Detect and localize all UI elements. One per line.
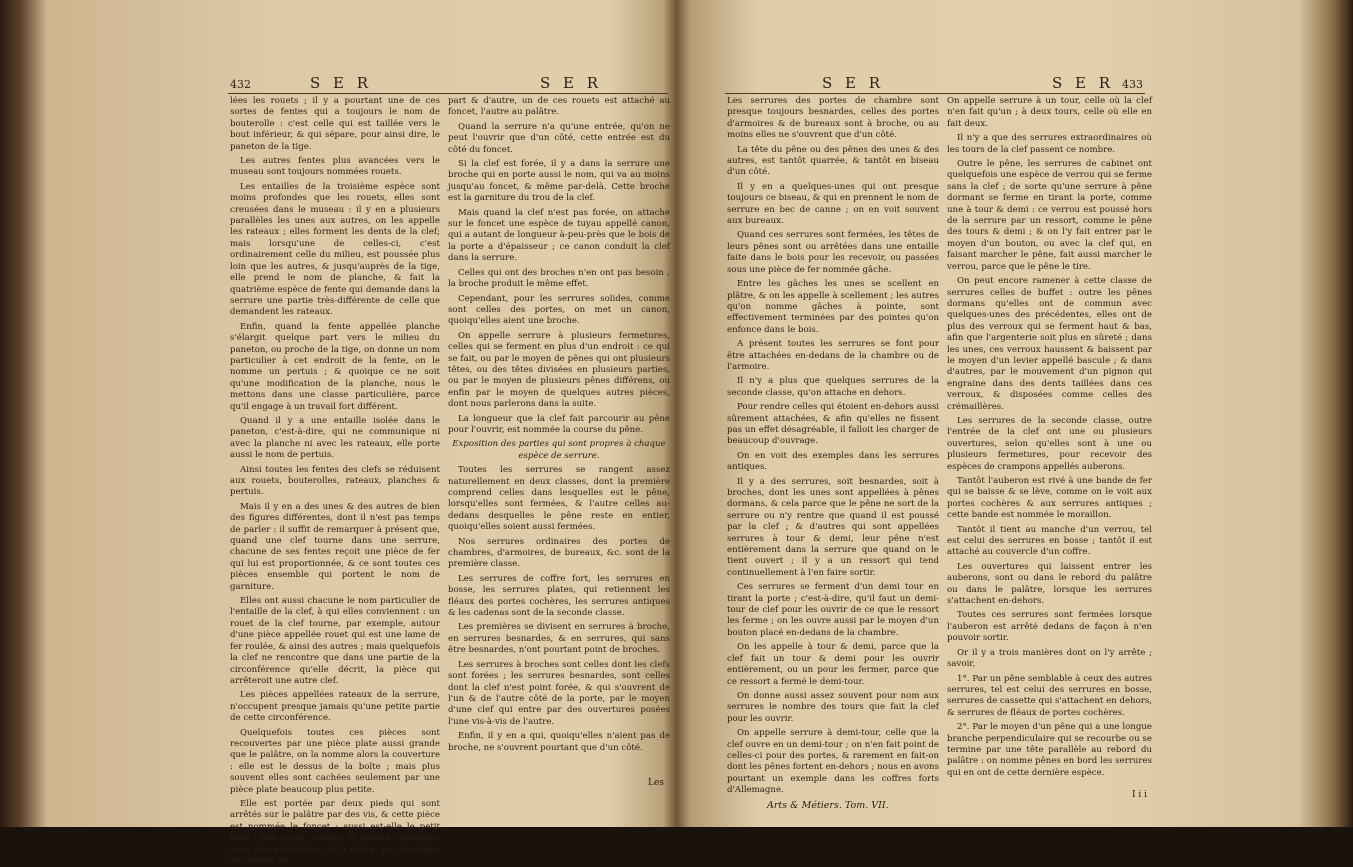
paragraph: Tantôt il tient au manche d'un verrou, tel est celui des serrures en bosse ; tantôt il est attaché au couvercle d'un coffre. [947, 524, 1152, 558]
paragraph: Il n'y a que des serrures extraordinaires où les tours de la clef passent ce nombre. [947, 133, 1152, 155]
paragraph: On appelle serrure à plusieurs fermetures, celles qui se ferment en plus d'un endroit : ce qui se fait, ou par le moyen de pênes qui ont plusieurs têtes, ou des têtes divisées en plusieurs parties, ou par le moyen de plusieurs pênes différens, ou enfin par le moyen de quelques autres pièces, dont nous parlerons dans la suite. [448, 330, 670, 410]
paragraph: A présent toutes les serrures se font pour être attachées en-dedans de la chambre ou de l'armoire. [727, 339, 939, 372]
paragraph: Nos serrures ordinaires des portes de chambres, d'armoires, de bureaux, &c. sont de la première classe. [448, 536, 670, 570]
paragraph: La longueur que la clef fait parcourir au pêne pour l'ouvrir, est nommée la course du pêne. [448, 413, 670, 435]
paragraph: Il y a des serrures, soit besnardes, soit à broches, dont les unes sont appellées à pênes dormans, & cela parce que le pêne ne sort de la serrure ou n'y rentre que quand il est poussé par la clef ; & d'autres qui sont appellées serrures à tour & demi, leur pêne n'est entièrement dans la serrure que quand on le tient ouvert ; il y a un ressort qui tend continuellement à l'en faire sortir. [727, 476, 939, 578]
paragraph: Pour rendre celles qui étoient en-dehors aussi sûrement attachées, & afin qu'elles ne fissent pas un effet désagréable, il falloit les charger de beaucoup d'ouvrage. [727, 402, 939, 447]
paragraph: Les serrures des portes de chambre sont presque toujours besnardes, celles des portes d'armoires & de bureaux sont à broche, ou au moins elles ne s'ouvrent que d'un côté. [727, 96, 939, 141]
paragraph: Les serrures de la seconde classe, outre l'entrée de la clef ont une ou plusieurs ouvertures, selon qu'elles sont à une ou plusieurs fermetures, pour recevoir des espèces de crampons appellés auberons. [947, 415, 1152, 472]
paragraph: part & d'autre, un de ces rouets est attaché au foncet, l'autre au palâtre. [448, 96, 670, 118]
running-head: S E R [540, 74, 603, 92]
paragraph: Les pièces appellées rateaux de la serrure, n'occupent presque jamais qu'une petite partie de cette circonférence. [230, 690, 440, 724]
paragraph: On peut encore ramener à cette classe de serrures celles de buffet : outre les pênes dormans qu'elles ont de commun avec quelques-unes des précédentes, elles ont de plus des verroux qui se ferment haut & bas, afin que l'argenterie soit plus en sûreté ; dans les unes, ces verroux haussent & baissent par le moyen d'un levier appellé bascule ; & dans d'autres, par le mouvement d'un pignon qui engraine dans des dents taillées dans ces verroux, & disposées comme celles des crémaillères. [947, 276, 1152, 412]
paragraph: Toutes les serrures se rangent assez naturellement en deux classes, dont la première comprend celles dans lesquelles est le pêne, lorsqu'elles sont fermées, & l'autre celles au-dedans desquelles le pêne reste en entier, quoiqu'elles soient aussi fermées. [448, 465, 670, 533]
paragraph: Or il y a trois manières dont on l'y arrête ; savoir, [947, 647, 1152, 670]
paragraph: Entre les gâches les unes se scellent en plâtre, & on les appelle à scellement ; les autres qu'on nomme gâches à pointe, sont effectivement terminées par des pointes qu'on enfonce dans le bois. [727, 279, 939, 335]
section-title: Exposition des parties qui sont propres à chaque espèce de serrure. [452, 439, 666, 461]
paragraph: Celles qui ont des broches n'en ont pas besoin ; la broche produit le même effet. [448, 267, 670, 290]
right-page [677, 0, 1353, 827]
paragraph: lées les rouets ; il y a pourtant une de ces sortes de fentes qui a toujours le nom de bouterolle : c'est celle qui est taillée vers le bout inférieur, & qui sépare, pour ainsi dire, le paneton de la tige. [230, 96, 440, 152]
paragraph: Si la clef est forée, il y a dans la serrure une broche qui en porte aussi le nom, qui va au moins jusqu'au foncet, & même par-delà. Cette broche est la garniture du trou de la clef. [448, 159, 670, 204]
paragraph: Les autres fentes plus avancées vers le museau sont toujours nommées rouets. [230, 156, 440, 178]
header-rule [228, 93, 668, 94]
paragraph: Cependant, pour les serrures solides, comme sont celles des portes, on met un canon, quoiqu'elles aient une broche. [448, 293, 670, 327]
paragraph: Les serrures de coffre fort, les serrures en bosse, les serrures plates, qui retiennent les fléaux des portes cochères, les serrures antiques & les cadenas sont de la seconde classe. [448, 573, 670, 619]
text-column [448, 96, 670, 776]
paragraph: Enfin, quand la fente appellée planche s'élargit quelque part vers le milieu du paneton, ou proche de la tige, on donne un nom particulier à cet endroit de la fente, on le nomme un pertuis ; & quoique ce ne soit qu'une modification de la planche, nous le mettons dans une classe particulière, parce qu'il engage à un travail fort différent. [230, 321, 440, 412]
paragraph: Elles ont aussi chacune le nom particulier de l'entaille de la clef, à qui elles conviennent : un rouet de la clef tourne, par exemple, autour d'une pièce appellée rouet qui est une lame de fer roulée, & ainsi des autres ; mais quelquefois la clef ne rencontre que dans une partie de la circonférence qu'elle décrit, la pièce qui arrêteroit une autre clef. [230, 596, 440, 686]
paragraph: On appelle serrure à un tour, celle où la clef n'en fait qu'un ; à deux tours, celle où elle en fait deux. [947, 96, 1152, 129]
header-rule [725, 93, 1145, 94]
text-column [727, 96, 939, 796]
paragraph: Tantôt l'auberon est rivé à une bande de fer qui se baisse & se lève, comme on le voit aux portes cochères & aux serrures antiques ; cette bande est nommée le moraillon. [947, 476, 1152, 521]
page-number: 433 [1122, 78, 1143, 91]
signature-mark: I i i [1132, 790, 1148, 800]
paragraph: Ainsi toutes les fentes des clefs se réduisent aux rouets, bouterolles, rateaux, planches & pertuis. [230, 464, 440, 498]
paragraph: On en voit des exemples dans les serrures antiques. [727, 450, 939, 473]
paragraph: Les serrures à broches sont celles dont les clefs sont forées ; les serrures besnardes, sont celles dont la clef n'est point forée, & qui s'ouvrent de l'un & de l'autre côté de la porte, par le moyen d'une clef qui entre par des ouvertures posées l'une vis-à-vis de l'autre. [448, 659, 670, 727]
paragraph: Les ouvertures qui laissent entrer les auberons, sont ou dans le rebord du palâtre ou dans le palâtre, lorsque les serrures s'attachent en-dehors. [947, 561, 1152, 607]
running-head: S E R [822, 74, 885, 92]
paragraph: Elle est portée par deux pieds qui sont arrêtés sur le palâtre par des vis, & cette pièce est nommée le foncet : aussi est-elle le petit fond ; elle porte, comme le palâtre, quelques-unes des garnitures. Si la clef a, par exemple, des rouets de [230, 798, 440, 866]
text-column [947, 96, 1152, 796]
paragraph: Il n'y a plus que quelques serrures de la seconde classe, qu'on attache en dehors. [727, 376, 939, 398]
volume-footer: Arts & Métiers. Tom. VII. [767, 800, 889, 811]
paragraph: Ces serrures se ferment d'un demi tour en tirant la porte ; c'est-à-dire, qu'il faut un demi-tour de clef pour les ouvrir de ce que le ressort les ferme ; on les ouvre aussi par le moyen d'un bouton placé en-dedans de la chambre. [727, 582, 939, 638]
paragraph: Outre le pêne, les serrures de cabinet ont quelquefois une espèce de verrou qui se ferme sans la clef ; de sorte qu'une serrure à pêne dormant se ferme en tirant la porte, comme une à tour & demi : ce verrou est poussé hors de la serrure par un ressort, comme le pêne des tours & demi ; & on l'y fait entrer par le moyen d'un bouton, ou avec la clef qui, en faisant marcher le pêne, fait aussi marcher le verrou, parce que le pêne le tire. [947, 159, 1152, 272]
paragraph: Mais quand la clef n'est pas forée, on attache sur le foncet une espèce de tuyau appellé canon, qui a autant de longueur à-peu-près que le bois de la porte a d'épaisseur ; ce canon conduit la clef dans la serrure. [448, 207, 670, 264]
paragraph: Quand ces serrures sont fermées, les têtes de leurs pênes sont ou arrêtées dans une entaille faite dans le bois pour les recevoir, ou passées sous une pièce de fer nommée gâche. [727, 230, 939, 275]
paragraph: Quand la serrure n'a qu'une entrée, qu'on ne peut l'ouvrir que d'un côté, cette entrée est du côté du foncet. [448, 121, 670, 155]
page-number: 432 [230, 78, 251, 91]
paragraph: Enfin, il y en a qui, quoiqu'elles n'aient pas de broche, ne s'ouvrent pourtant que d'un côté. [448, 731, 670, 753]
paragraph: On les appelle à tour & demi, parce que la clef fait un tour & demi pour les ouvrir entièrement, ou un pour les fermer, parce que ce ressort a fermé le demi-tour. [727, 642, 939, 687]
paragraph: Il y en a quelques-unes qui ont presque toujours ce biseau, & qui en prennent le nom de serrure en bec de canne ; on en voit souvent aux bureaux. [727, 181, 939, 227]
running-head: S E R [310, 74, 373, 92]
paragraph: Quelquefois toutes ces pièces sont recouvertes par une pièce plate aussi grande que le palâtre, on la nomme alors la couverture : elle est le dessus de la boîte ; mais plus souvent elles sont cachées seulement par une pièce plate beaucoup plus petite. [230, 727, 440, 795]
paragraph: 2°. Par le moyen d'un pêne qui a une longue branche perpendiculaire qui se recourbe ou se termine par une tête parallèle au rebord du palâtre : on nomme pênes en bord les serrures qui en ont de cette dernière espèce. [947, 722, 1152, 778]
paragraph: Les entailles de la troisième espèce sont moins profondes que les rouets, elles sont creusées dans le museau : il y en a plusieurs parallèles les unes aux autres, on les appelle les rateaux ; elles forment les dents de la clef; mais lorsqu'une de celles-ci, c'est ordinairement celle du milieu, est poussée plus loin que les autres, & jusqu'auprès de la tige, elle prend le nom de planche, & fait la quatrième espèce de fente qui demande dans la serrure une partie très-différente de celle que demandent les rateaux. [230, 181, 440, 318]
catchword: Les [648, 778, 664, 788]
paragraph: 1°. Par un pêne semblable à ceux des autres serrures, tel est celui des serrures en bosse, serrures de cassette qui s'attachent en dehors, & serrures de fléaux de portes cochères. [947, 673, 1152, 718]
left-page [0, 0, 676, 866]
paragraph: On appelle serrure à demi-tour, celle que la clef ouvre en un demi-tour ; on n'en fait point de celles-ci pour des portes, & rarement en fait-on dont les pênes fortent en-dehors ; nous en avons pourtant un exemple dans les coffres forts d'Allemagne. [727, 728, 939, 796]
paragraph: Quand il y a une entaille isolée dans le paneton, c'est-à-dire, qui ne communique ni avec la planche ni avec les rateaux, elle porte aussi le nom de pertuis. [230, 415, 440, 461]
paragraph: La tête du pêne ou des pênes des unes & des autres, est tantôt quarrée, & tantôt en biseau d'un côté. [727, 144, 939, 178]
running-head: S E R [1052, 74, 1115, 92]
text-column [230, 96, 440, 866]
paragraph: Mais il y en a des unes & des autres de bien des figures différentes, dont il n'est pas temps de parler : il suffit de remarquer à présent que, quand une clef tourne dans une serrure, chacune de ses fentes reçoit une pièce de fer qui lui est proportionnée, & ce sont toutes ces pièces ensemble qui portent le nom de garniture. [230, 501, 440, 592]
paragraph: On donne aussi assez souvent pour nom aux serrures le nombre des tours que fait la clef pour les ouvrir. [727, 690, 939, 724]
paragraph: Les premières se divisent en serrures à broche, en serrures besnardes, & en serrures, qui sans être besnardes, n'ont pourtant point de broches. [448, 622, 670, 656]
paragraph: Toutes ces serrures sont fermées lorsque l'auberon est arrêté dedans de façon à n'en pouvoir sortir. [947, 610, 1152, 644]
